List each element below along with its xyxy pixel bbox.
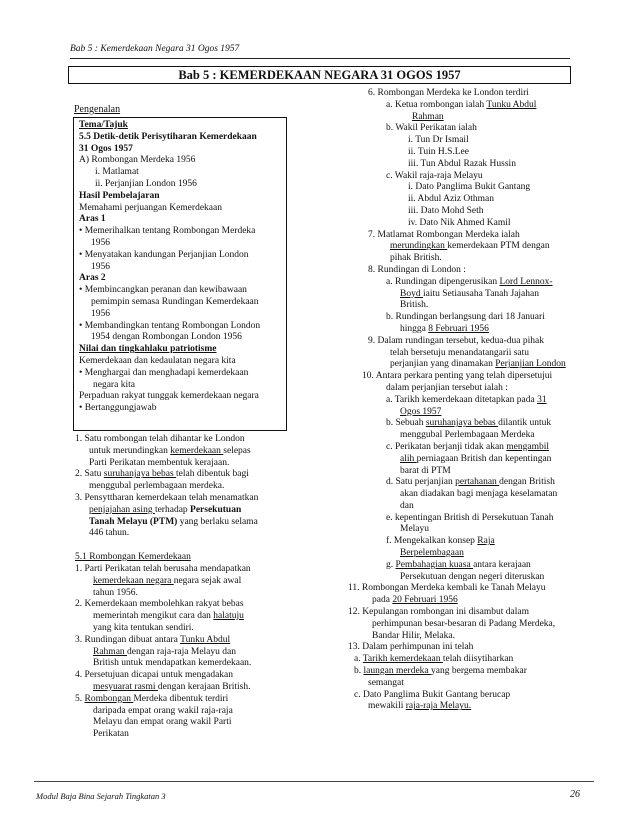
right-column: [348, 88, 598, 713]
text-line: 1. Satu rombongan telah dihantar ke London: [75, 434, 245, 444]
text-line: perhimpunan besar-besaran di Padang Merdeka,: [372, 618, 556, 629]
text-line: e. kepentingan British di Persekutuan Tanah: [386, 512, 554, 523]
chapter-title: Bab 5 : KEMERDEKAAN NEGARA 31 OGOS 1957: [68, 66, 571, 84]
text-line: f. Mengekalkan konsep Raja: [386, 536, 495, 547]
spacer: [75, 540, 290, 552]
text-line: alih perniagaan British dan kepentingan: [400, 453, 552, 464]
box-line: Kemerdekaan dan kedaulatan negara kita: [79, 355, 236, 366]
text-line: Rahman: [412, 111, 444, 122]
text-line: 12. Kepulangan rombongan ini disambut dalam: [348, 607, 529, 618]
text-line: i. Tun Dr Ismail: [408, 135, 469, 146]
text-line: b. laungan merdeka yang bergema membakar: [354, 666, 527, 677]
box-line: • Menghargai dan menghadapi kemerdekaan: [79, 367, 249, 378]
box-line: 1954 dengan Rombongan London 1956: [91, 332, 242, 343]
text-line: British untuk mendapatkan kemerdekaan.: [93, 658, 252, 669]
text-line: British.: [400, 300, 429, 311]
text-line: hingga 8 Februari 1956: [400, 323, 489, 334]
learning-objectives: [79, 120, 284, 415]
text-line: penjajahan asing terhadap Persekutuan: [89, 504, 242, 515]
box-line: Memahami perjuangan Kemerdekaan: [79, 202, 222, 213]
text-line: 5. Rombongan Merdeka dibentuk terdiri: [75, 693, 229, 704]
box-line: • Menyatakan kandungan Perjanjian London: [79, 249, 249, 260]
text-line: 3. Rundingan dibuat antara Tunku Abdul: [75, 634, 231, 645]
text-line: 11. Rombongan Merdeka kembali ke Tanah Melayu: [348, 583, 546, 594]
text-line: 2. Satu suruhanjaya bebas telah dibentuk bagi: [75, 469, 249, 480]
box-line: 1956: [91, 237, 110, 248]
text-line: 9. Dalam rundingan tersebut, kedua-dua pihak: [368, 335, 544, 346]
box-line: Perpaduan rakyat tunggak kemerdekaan negara: [79, 391, 259, 402]
section-heading: 5.1 Rombongan Kemerdekaan: [75, 552, 191, 563]
box-line: • Membandingkan tentang Rombongan London: [79, 320, 261, 331]
text-line: Melayu: [400, 524, 430, 535]
box-line: 31 Ogos 1957: [79, 143, 133, 154]
text-line: 446 tahun.: [89, 528, 130, 539]
box-line: Tema/Tajuk: [79, 120, 128, 130]
footer-divider: [34, 781, 594, 782]
text-line: semangat: [368, 677, 404, 688]
box-line: • Membincangkan peranan dan kewibawaan: [79, 285, 247, 296]
text-line: g. Pembahagian kuasa antara kerajaan: [386, 559, 531, 570]
text-line: 8. Rundingan di London :: [368, 264, 466, 275]
text-line: menggubal perlembagaan merdeka.: [89, 481, 225, 492]
text-line: 6. Rombongan Merdeka ke London terdiri: [368, 88, 529, 98]
text-line: untuk merundingkan kemerdekaan selepas: [89, 445, 251, 456]
box-line: Aras 1: [79, 214, 106, 225]
box-line: Hasil Pembelajaran: [79, 190, 160, 201]
text-line: 3. Pensyttharan kemerdekaan telah menamatkan: [75, 492, 259, 503]
text-line: mesyuarat rasmi dengan kerajaan British.: [93, 681, 251, 692]
box-line: A) Rombongan Merdeka 1956: [79, 155, 196, 166]
text-line: c. Dato Panglima Bukit Gantang berucap: [354, 689, 511, 700]
text-line: Persekutuan dengan negeri diteruskan: [400, 571, 545, 582]
text-line: a. Ketua rombongan ialah Tunku Abdul: [386, 99, 537, 110]
page-number: 26: [570, 789, 580, 800]
text-line: iii. Tun Abdul Razak Hussin: [408, 158, 516, 169]
text-line: memerintah mengikut cara dan halatuju: [93, 611, 244, 622]
text-line: i. Dato Panglima Bukit Gantang: [408, 182, 531, 193]
text-line: ii. Tuin H.S.Lee: [408, 146, 469, 157]
text-line: pihak British.: [390, 253, 442, 264]
text-line: tahun 1956.: [93, 587, 138, 598]
left-column: [75, 434, 290, 741]
box-line: 5.5 Detik-detik Perisytiharan Kemerdekaan: [79, 131, 257, 142]
text-line: dan: [400, 500, 414, 511]
text-line: mewakili raja-raja Melayu.: [368, 701, 472, 712]
text-line: c. Wakil raja-raja Melayu: [386, 170, 483, 181]
text-line: yang kita tentukan sendiri.: [93, 622, 194, 633]
box-line: negara kita: [93, 379, 135, 390]
box-line: • Bertanggungjawab: [79, 403, 157, 414]
text-line: c. Perikatan berjanji tidak akan mengambil: [386, 441, 550, 452]
text-line: d. Satu perjanjian pertahanan dengan British: [386, 477, 555, 488]
text-line: Tanah Melayu (PTM) yang berlaku selama: [89, 516, 258, 527]
header-divider: [70, 58, 570, 59]
text-line: perjanjian yang dinamakan Perjanjian London: [390, 359, 566, 370]
text-line: Rahman dengan raja-raja Melayu dan: [93, 646, 236, 657]
text-line: dalam perjanjian tersebut ialah :: [386, 382, 508, 393]
text-line: telah bersetuju menandatangarii satu: [390, 347, 530, 358]
text-line: Bandar Hilir, Melaka.: [372, 630, 455, 641]
text-line: a. Tarikh kemerdekaan ditetapkan pada 31: [386, 394, 547, 405]
text-line: Ogos 1957: [400, 406, 442, 417]
box-line: Nilai dan tingkahlaku patriotisme: [79, 344, 217, 355]
text-line: a. Tarikh kemerdekaan telah diisytiharkan: [354, 654, 514, 665]
text-line: pada 20 Februari 1956: [372, 595, 458, 606]
text-line: Parti Perikatan membentuk kerajaan.: [89, 457, 230, 468]
text-line: Melayu dan empat orang wakil Parti: [93, 717, 232, 728]
text-line: daripada empat orang wakil raja-raja: [93, 705, 233, 716]
text-line: Berpelembagaan: [400, 548, 464, 559]
text-line: b. Sebuah suruhanjaya bebas dilantik untuk: [386, 418, 552, 429]
running-header: Bab 5 : Kemerdekaan Negara 31 Ogos 1957: [70, 44, 240, 54]
text-line: menggubal Perlembagaan Merdeka: [400, 430, 535, 441]
box-line: pemimpin semasa Rundingan Kemerdekaan: [91, 296, 259, 307]
text-line: Boyd iaitu Setiausaha Tanah Jajahan: [400, 288, 539, 299]
text-line: 13. Dalam perhimpunan ini telah: [348, 642, 474, 653]
text-line: 1. Parti Perikatan telah berusaha mendapatkan: [75, 563, 251, 574]
text-line: 7. Matlamat Rombongan Merdeka ialah: [368, 229, 520, 240]
intro-heading: Pengenalan: [74, 104, 121, 115]
footer-text: Modul Baja Bina Sejarah Tingkatan 3: [36, 791, 166, 801]
box-line: ii. Perjanjian London 1956: [95, 178, 197, 189]
text-line: akan diadakan bagi menjaga keselamatan: [400, 489, 558, 500]
box-line: • Memerihalkan tentang Rombongan Merdeka: [79, 226, 256, 237]
box-line: Aras 2: [79, 273, 106, 284]
text-line: kemerdekaan negara negara sejak awal: [93, 575, 242, 586]
text-line: a. Rundingan dipengerusikan Lord Lennox-: [386, 276, 553, 287]
text-line: Perikatan: [93, 729, 129, 740]
text-line: iv. Dato Nik Ahmed Kamil: [408, 217, 511, 228]
box-line: 1956: [91, 308, 110, 319]
box-line: i. Matlamat: [95, 167, 139, 178]
text-line: ii. Abdul Aziz Othman: [408, 194, 495, 205]
text-line: barat di PTM: [400, 465, 451, 476]
text-line: 4. Persetujuan dicapai untuk mengadakan: [75, 670, 234, 681]
text-line: iii. Dato Mohd Seth: [408, 205, 484, 216]
box-line: 1956: [91, 261, 110, 272]
text-line: 2. Kemerdekaan membolehkan rakyat bebas: [75, 599, 244, 610]
text-line: 10. Antara perkara penting yang telah dipersetujui: [362, 371, 553, 382]
text-line: b. Wakil Perikatan ialah: [386, 123, 477, 134]
text-line: b. Rundingan berlangsung dari 18 Januari: [386, 312, 545, 323]
text-line: merundingkan kemerdekaan PTM dengan: [390, 241, 550, 252]
